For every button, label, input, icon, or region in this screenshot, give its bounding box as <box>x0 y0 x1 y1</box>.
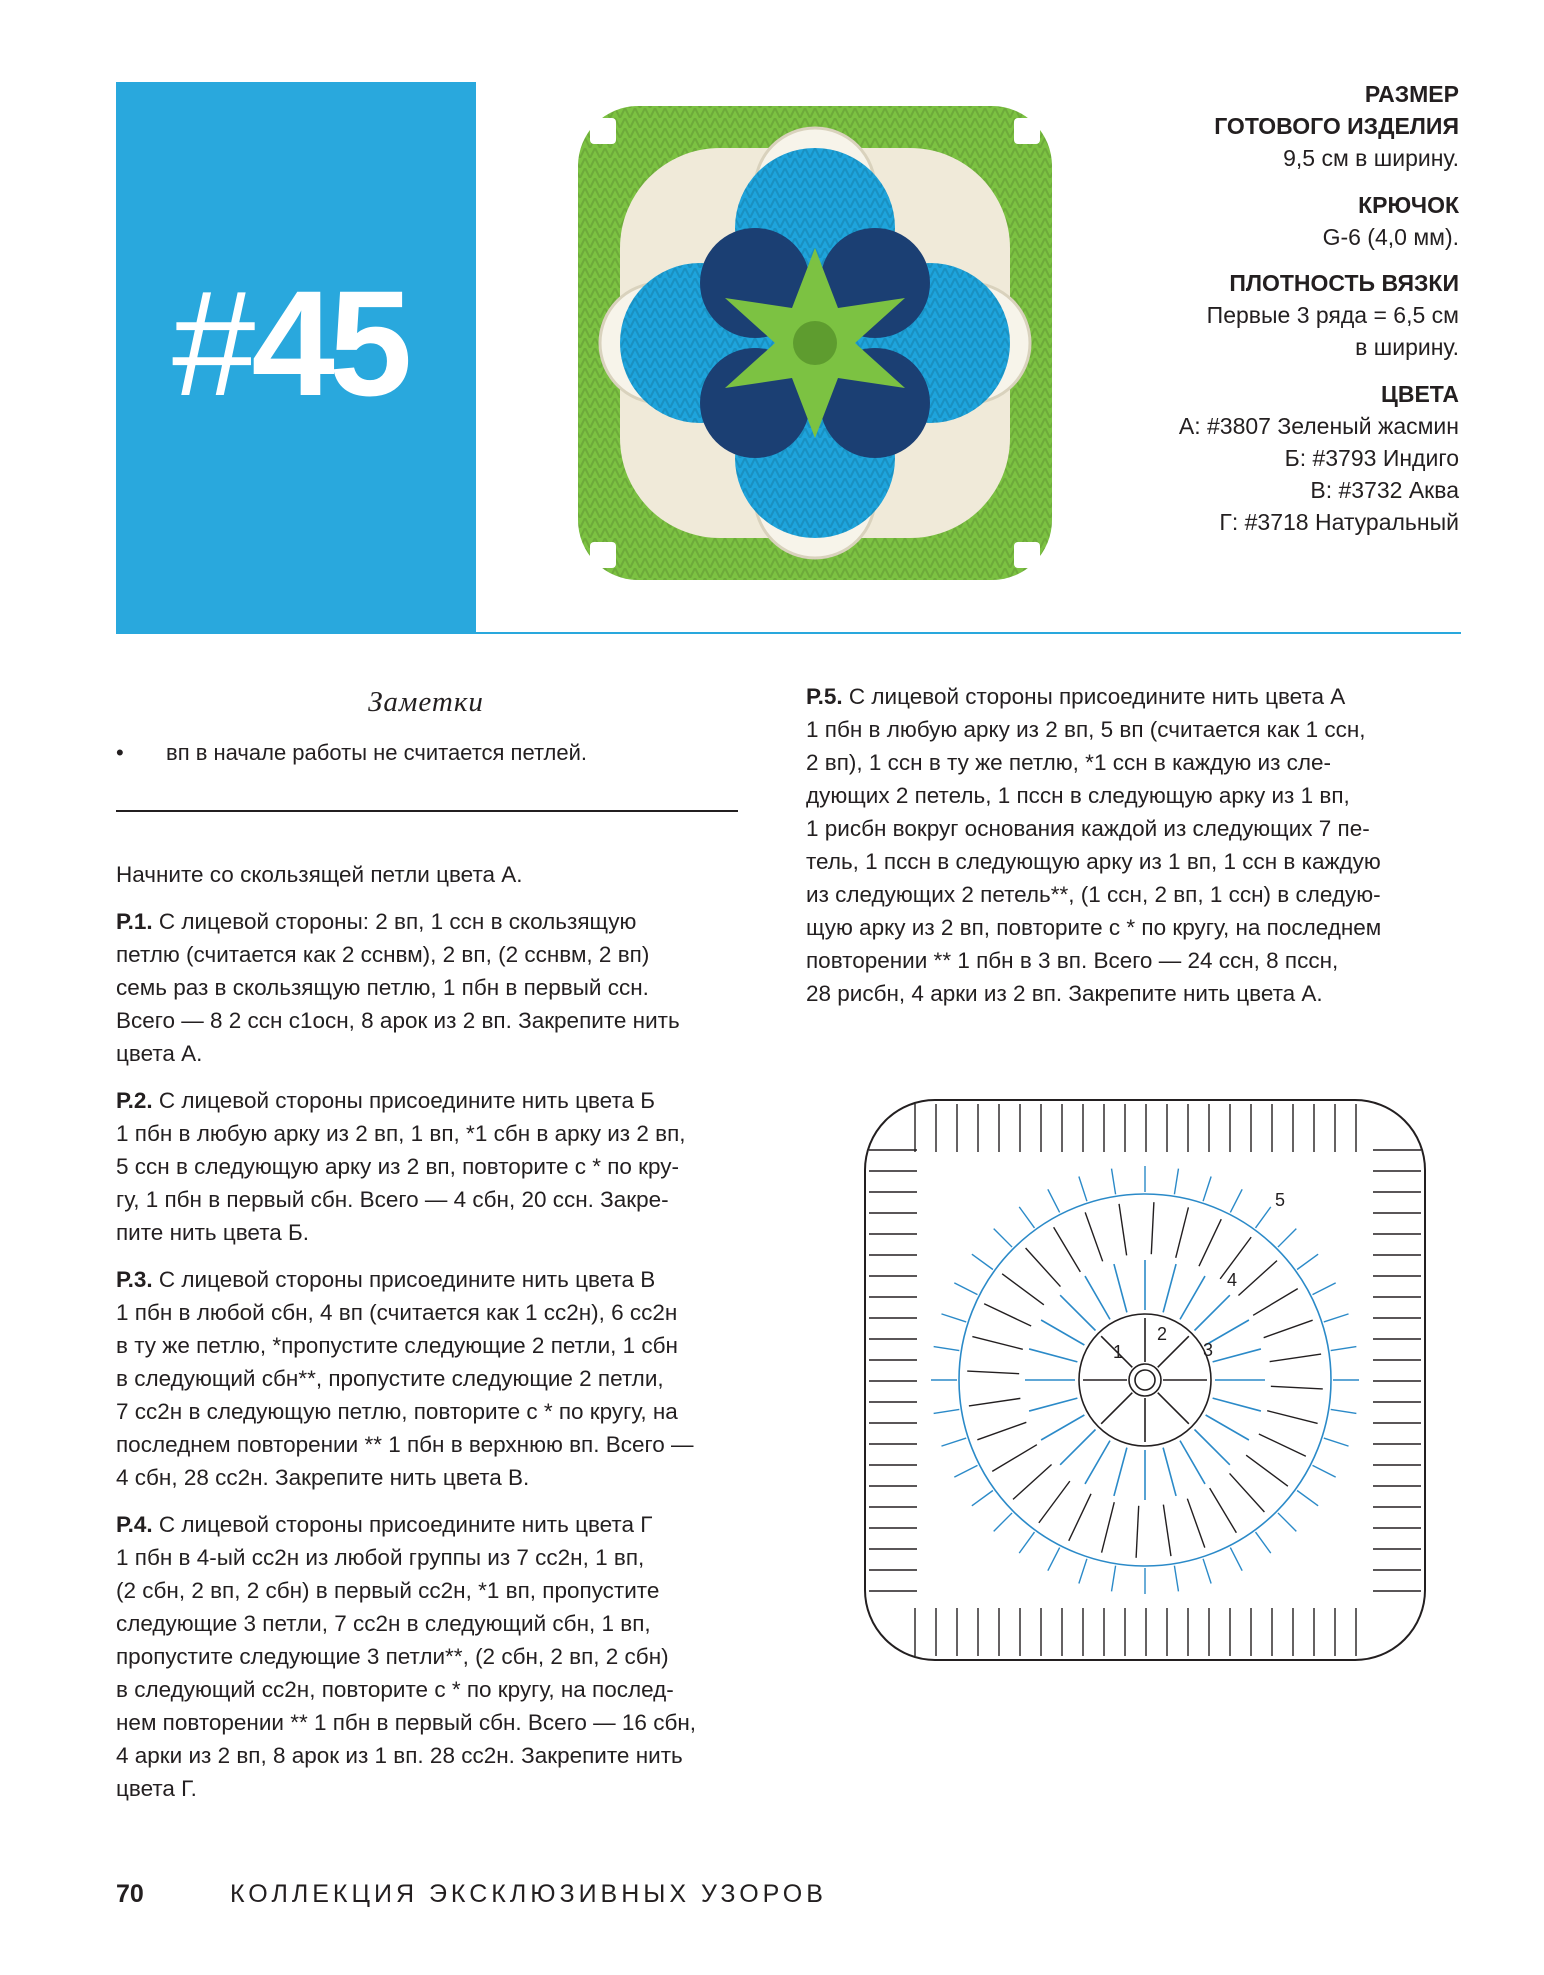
diagram-round3-stitch <box>1002 1274 1044 1305</box>
diagram-round3-stitch <box>1176 1207 1189 1257</box>
diagram-round1-stitch <box>1101 1393 1132 1424</box>
diagram-round4-stitch <box>1019 1532 1034 1553</box>
diagram-round4-stitch <box>1203 1559 1211 1584</box>
notes-title: Заметки <box>368 686 484 718</box>
spec-size-heading: РАЗМЕР ГОТОВОГО ИЗДЕЛИЯ <box>1214 81 1459 140</box>
diagram-round4-stitch <box>1112 1566 1116 1592</box>
diagram-round-label: 1 <box>1113 1342 1124 1362</box>
diagram-round4-stitch <box>1278 1229 1296 1247</box>
diagram-round3-stitch <box>1187 1499 1204 1548</box>
row-5-label: Р.5. <box>806 684 843 709</box>
diagram-round3-stitch <box>1230 1473 1265 1512</box>
diagram-round3-stitch <box>977 1422 1026 1439</box>
row-2-text: С лицевой стороны присоедините нить цвета Б 1 пбн в любую арку из 2 вп, 1 вп, *1 сбн в арку из 2 вп, 5 ссн в следующую арку из 2 вп, повторите с * по кру- гу, 1 пбн в первый сбн. Всего — 4 сбн, 20 ссн. Закре- пите нить цвета Б. <box>116 1088 686 1245</box>
diagram-round3-stitch <box>972 1337 1022 1350</box>
spec-hook-value: G-6 (4,0 мм). <box>1322 223 1459 250</box>
spec-hook <box>1029 189 1459 253</box>
pattern-specs <box>1029 78 1459 552</box>
diagram-round3-stitch <box>1246 1455 1288 1486</box>
diagram-round4-stitch <box>1313 1465 1336 1477</box>
diagram-round4-stitch <box>972 1254 993 1269</box>
diagram-round4-stitch <box>1278 1513 1296 1531</box>
diagram-round2-stitch <box>1163 1264 1176 1312</box>
diagram-round3-stitch <box>1013 1465 1052 1500</box>
row-4-text: С лицевой стороны присоедините нить цвета Г 1 пбн в 4-ый сс2н из любой группы из 7 сс2н, 1 вп, (2 сбн, 2 вп, 2 сбн) в первый сс2н, *1 вп, пропустите следующие 3 петли, 7 сс2н в следующий сбн, 1 вп, пропустите следующие 3 петли**, (2 сбн, 2 вп, 2 сбн) в следующий сс2н, повторите с * по кругу, на послед- нем повторении ** 1 пбн в первый сбн. Всего — 16 сбн, 4 арки из 2 вп, 8 арок из 1 вп. 28 сс2н. Закрепите нить цвета Г. <box>116 1512 697 1801</box>
diagram-round4-stitch <box>1174 1169 1178 1195</box>
diagram-round4-stitch <box>954 1465 977 1477</box>
diagram-round2-stitch <box>1041 1415 1084 1440</box>
diagram-round3-stitch <box>1085 1212 1102 1261</box>
diagram-round3-stitch <box>992 1445 1037 1472</box>
row-5-text: С лицевой стороны присоедините нить цвета А 1 пбн в любую арку из 2 вп, 5 вп (считается как 1 ссн, 2 вп), 1 ссн в ту же петлю, *1 ссн в каждую из сле- дующих 2 петель, 1 пссн в следующую арку из 1 вп, 1 рисбн вокруг основания каждой из следующих 7 пе- тель, 1 пссн в следующую арку из 1 вп, 1 ссн в каждую из следующих 2 петель**, (1 ссн, 2 вп, 1 ссн) в следую- щую арку из 2 вп, повторите с * по кругу, на последнем повторении ** 1 пбн в 3 вп. Всего — 24 ссн, 8 пссн, 28 рисбн, 4 арки из 2 вп. Закрепите нить цвета А. <box>806 684 1382 1006</box>
row-5 <box>806 680 1466 1010</box>
row-1-label: Р.1. <box>116 909 153 934</box>
diagram-round4-stitch <box>1174 1566 1178 1592</box>
diagram-round4-stitch <box>1079 1559 1087 1584</box>
instructions-right-column <box>806 680 1466 1024</box>
diagram-round4-stitch <box>994 1513 1012 1531</box>
spec-gauge <box>1029 267 1459 364</box>
diagram-round4-stitch <box>1019 1207 1034 1228</box>
pattern-hash: # <box>172 259 252 427</box>
spec-gauge-value: Первые 3 ряда = 6,5 см в ширину. <box>1206 302 1459 361</box>
diagram-round3-stitch <box>1264 1320 1313 1337</box>
diagram-round3-stitch <box>1136 1506 1139 1558</box>
diagram-round3-stitch <box>1054 1227 1081 1272</box>
diagram-round4-stitch <box>934 1347 960 1351</box>
diagram-round3-stitch <box>1270 1354 1321 1362</box>
diagram-round2-stitch <box>1213 1398 1261 1411</box>
diagram-round2-stitch <box>1194 1429 1229 1464</box>
diagram-round4-stitch <box>1112 1169 1116 1195</box>
diagram-round4-stitch <box>1048 1189 1060 1212</box>
bullet-icon: • <box>116 740 124 765</box>
pattern-number <box>172 259 407 427</box>
diagram-round3-stitch <box>1210 1488 1237 1533</box>
diagram-round2-stitch <box>1085 1276 1110 1319</box>
instructions-left-column <box>116 858 771 1819</box>
diagram-round4-stitch <box>1256 1532 1271 1553</box>
row-3-label: Р.3. <box>116 1267 153 1292</box>
diagram-round3-stitch <box>984 1304 1031 1326</box>
diagram-round4-stitch <box>1230 1189 1242 1212</box>
diagram-round2-stitch <box>1060 1429 1095 1464</box>
diagram-round1-stitch <box>1158 1393 1189 1424</box>
spec-size <box>1029 78 1459 175</box>
diagram-round4-stitch <box>1230 1548 1242 1571</box>
diagram-round3-stitch <box>1238 1261 1277 1296</box>
diagram-round2-stitch <box>1029 1398 1077 1411</box>
diagram-round2-stitch <box>1085 1441 1110 1484</box>
notes-item-text: вп в начале работы не считается петлей. <box>166 740 588 765</box>
diagram-round4-stitch <box>1297 1491 1318 1506</box>
diagram-center-ring-inner <box>1135 1370 1155 1390</box>
diagram-round2-stitch <box>1060 1295 1095 1330</box>
diagram-round4-stitch <box>1079 1176 1087 1201</box>
diagram-round3-stitch <box>969 1398 1020 1406</box>
diagram-round4-stitch <box>972 1491 993 1506</box>
diagram-round3-stitch <box>1069 1494 1091 1541</box>
diagram-round3-stitch <box>1026 1248 1061 1287</box>
page-number: 70 <box>116 1880 144 1908</box>
row-2 <box>116 1084 771 1249</box>
header-divider <box>476 632 1461 634</box>
diagram-round2-stitch <box>1029 1349 1077 1362</box>
diagram-round3-stitch <box>967 1371 1019 1374</box>
diagram-round3-stitch <box>1102 1502 1115 1552</box>
diagram-round2-stitch <box>1180 1441 1205 1484</box>
diagram-round2-stitch <box>1114 1448 1127 1496</box>
diagram-round-label: 4 <box>1227 1270 1238 1290</box>
row-4 <box>116 1508 771 1805</box>
row-3 <box>116 1263 771 1494</box>
diagram-round4-stitch <box>941 1314 966 1322</box>
row-3-text: С лицевой стороны присоедините нить цвета В 1 пбн в любой сбн, 4 вп (считается как 1 сс2н), 6 сс2н в ту же петлю, *пропустите следующие 2 петли, 1 сбн в следующий сбн**, пропустите следующие 2 петли, 7 сс2н в следующую петлю, повторите с * по кругу, на последнем повторении ** 1 пбн в верхнюю вп. Всего — 4 сбн, 28 сс2н. Закрепите нить цвета В. <box>116 1267 694 1490</box>
diagram-round4-stitch <box>994 1229 1012 1247</box>
diagram-stitch-marks <box>869 1104 1421 1656</box>
footer-title: КОЛЛЕКЦИЯ ЭКСКЛЮЗИВНЫХ УЗОРОВ <box>230 1880 827 1908</box>
diagram-round3-stitch <box>1199 1219 1221 1266</box>
diagram-round4-stitch <box>1331 1347 1357 1351</box>
diagram-round3-stitch <box>1039 1481 1070 1523</box>
diagram-round4-stitch <box>1256 1207 1271 1228</box>
diagram-center-ring <box>1129 1364 1161 1396</box>
diagram-round4-stitch <box>1048 1548 1060 1571</box>
crochet-diagram <box>855 1090 1435 1670</box>
diagram-round2-stitch <box>1163 1448 1176 1496</box>
spec-colors-heading: ЦВЕТА <box>1381 380 1459 407</box>
diagram-round-label: 5 <box>1275 1190 1286 1210</box>
spec-hook-heading: КРЮЧОК <box>1358 191 1459 218</box>
diagram-round3-stitch <box>1267 1411 1317 1424</box>
diagram-round4-stitch <box>1297 1254 1318 1269</box>
intro-text: Начните со скользящей петли цвета А. <box>116 862 523 887</box>
diagram-round3-stitch <box>1253 1289 1298 1316</box>
diagram-round4-stitch <box>954 1283 977 1295</box>
spec-colors <box>1029 378 1459 539</box>
diagram-round2-stitch <box>1206 1415 1249 1440</box>
diagram-round3-stitch <box>1163 1505 1171 1556</box>
notes-item <box>116 740 587 766</box>
diagram-round3-stitch <box>1271 1386 1323 1389</box>
diagram-round4-ring <box>959 1194 1331 1566</box>
diagram-round-label: 3 <box>1203 1340 1214 1360</box>
diagram-round4-stitch <box>1324 1438 1349 1446</box>
diagram-round4-stitch <box>941 1438 966 1446</box>
diagram-round-label: 2 <box>1157 1324 1168 1344</box>
diagram-round2-stitch <box>1041 1320 1084 1345</box>
diagram-round4-stitch <box>1313 1283 1336 1295</box>
diagram-round4-stitch <box>934 1409 960 1413</box>
diagram-round3-stitch <box>1259 1434 1306 1456</box>
diagram-round2-stitch <box>1180 1276 1205 1319</box>
spec-size-value: 9,5 см в ширину. <box>1283 145 1459 172</box>
motif-photo <box>570 98 1060 588</box>
notes-divider <box>116 810 738 812</box>
diagram-round4-stitch <box>1324 1314 1349 1322</box>
diagram-round2-stitch <box>1194 1295 1229 1330</box>
row-2-label: Р.2. <box>116 1088 153 1113</box>
diagram-round3-stitch <box>1151 1202 1154 1254</box>
diagram-round3-stitch <box>1119 1204 1127 1255</box>
pattern-number-value: 45 <box>251 259 407 427</box>
diagram-round2-stitch <box>1114 1264 1127 1312</box>
diagram-round4-stitch <box>1203 1176 1211 1201</box>
spec-colors-value: А: #3807 Зеленый жасмин Б: #3793 Индиго В: #3732 Аква Г: #3718 Натуральный <box>1178 412 1459 536</box>
diagram-round2-stitch <box>1213 1349 1261 1362</box>
row-1-text: С лицевой стороны: 2 вп, 1 ссн в скользящую петлю (считается как 2 сснвм), 2 вп, (2 сснвм, 2 вп) семь раз в скользящую петлю, 1 пбн в первый ссн. Всего — 8 2 ссн с1осн, 8 арок из 2 вп. Закрепите нить цвета А. <box>116 909 680 1066</box>
diagram-round4-stitch <box>1331 1409 1357 1413</box>
spec-gauge-heading: ПЛОТНОСТЬ ВЯЗКИ <box>1229 269 1459 296</box>
row-1 <box>116 905 771 1070</box>
row-4-label: Р.4. <box>116 1512 153 1537</box>
